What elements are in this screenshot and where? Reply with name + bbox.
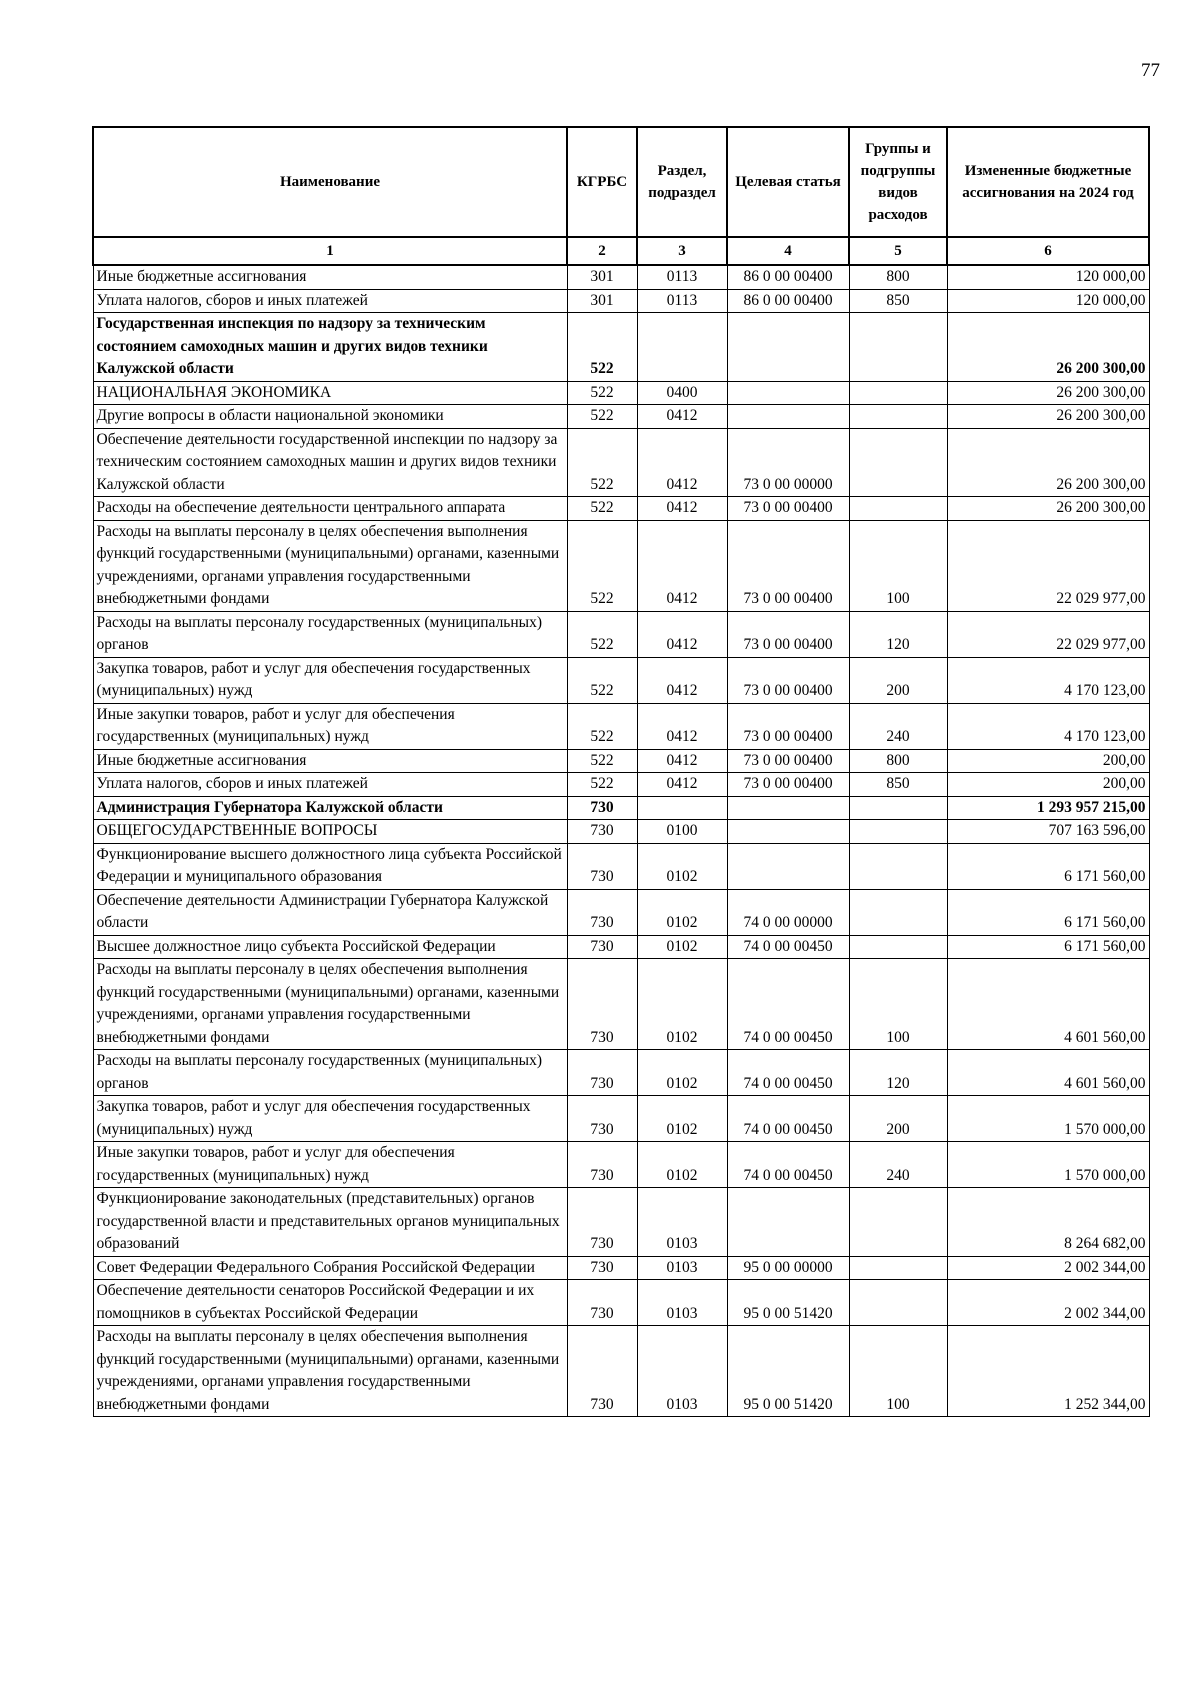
cell-group [849,1188,947,1257]
header-amount: Измененные бюджетные ассигнования на 2024 год [947,127,1149,237]
cell-target: 74 0 00 00450 [727,1050,849,1096]
cell-kgrbs: 730 [567,889,637,935]
cell-group [849,428,947,497]
cell-amount: 2 002 344,00 [947,1280,1149,1326]
cell-target: 73 0 00 00000 [727,428,849,497]
cell-amount: 6 171 560,00 [947,843,1149,889]
cell-group [849,935,947,959]
table-row [93,657,1149,703]
cell-name: Иные бюджетные ассигнования [93,749,567,773]
cell-group [849,313,947,382]
table-row [93,703,1149,749]
cell-section: 0103 [637,1188,727,1257]
cell-kgrbs: 522 [567,611,637,657]
cell-amount: 1 570 000,00 [947,1096,1149,1142]
cell-name: НАЦИОНАЛЬНАЯ ЭКОНОМИКА [93,381,567,405]
table-row [93,405,1149,429]
cell-target: 95 0 00 51420 [727,1326,849,1417]
table-row [93,959,1149,1050]
cell-section: 0412 [637,749,727,773]
cell-name: Иные закупки товаров, работ и услуг для обеспечения государственных (муниципальных) нужд [93,1142,567,1188]
cell-kgrbs: 730 [567,1326,637,1417]
cell-amount: 26 200 300,00 [947,313,1149,382]
cell-target [727,796,849,820]
cell-target [727,843,849,889]
cell-target: 73 0 00 00400 [727,657,849,703]
cell-name: Закупка товаров, работ и услуг для обеспечения государственных (муниципальных) нужд [93,1096,567,1142]
cell-kgrbs: 522 [567,405,637,429]
cell-kgrbs: 730 [567,820,637,844]
cell-amount: 22 029 977,00 [947,611,1149,657]
cell-target: 74 0 00 00450 [727,959,849,1050]
cell-section: 0102 [637,1142,727,1188]
cell-name: Функционирование законодательных (представительных) органов государственной власти и представительных органов муниципальных образований [93,1188,567,1257]
cell-section: 0113 [637,265,727,289]
table-row [93,520,1149,611]
cell-section: 0412 [637,405,727,429]
table-row [93,796,1149,820]
cell-amount: 4 170 123,00 [947,703,1149,749]
cell-target: 95 0 00 00000 [727,1256,849,1280]
cell-section: 0102 [637,843,727,889]
table-row [93,1326,1149,1417]
table-row [93,1188,1149,1257]
cell-group: 800 [849,265,947,289]
cell-group [849,889,947,935]
cell-target [727,1188,849,1257]
cell-target: 74 0 00 00450 [727,1142,849,1188]
cell-amount: 6 171 560,00 [947,935,1149,959]
cell-kgrbs: 522 [567,497,637,521]
column-number: 2 [567,237,637,265]
cell-name: Уплата налогов, сборов и иных платежей [93,289,567,313]
cell-target: 74 0 00 00000 [727,889,849,935]
table-row [93,265,1149,289]
header-groups: Группы и подгруппы видов расходов [849,127,947,237]
cell-amount: 2 002 344,00 [947,1256,1149,1280]
cell-name: Обеспечение деятельности Администрации Губернатора Калужской области [93,889,567,935]
table-row [93,497,1149,521]
cell-name: Расходы на обеспечение деятельности центрального аппарата [93,497,567,521]
cell-group: 120 [849,611,947,657]
cell-name: Иные бюджетные ассигнования [93,265,567,289]
cell-section: 0412 [637,703,727,749]
cell-section: 0412 [637,611,727,657]
cell-name: Расходы на выплаты персоналу в целях обеспечения выполнения функций государственными (муниципальными) органами, казенными учреждениями, органами управления государственными внебюджетными фондами [93,1326,567,1417]
cell-name: Иные закупки товаров, работ и услуг для обеспечения государственных (муниципальных) нужд [93,703,567,749]
cell-target [727,820,849,844]
cell-name: Функционирование высшего должностного лица субъекта Российской Федерации и муниципального образования [93,843,567,889]
cell-kgrbs: 730 [567,1142,637,1188]
cell-section [637,313,727,382]
cell-amount: 1 570 000,00 [947,1142,1149,1188]
cell-name: Другие вопросы в области национальной экономики [93,405,567,429]
cell-amount: 120 000,00 [947,265,1149,289]
cell-amount: 6 171 560,00 [947,889,1149,935]
cell-section: 0400 [637,381,727,405]
table-row [93,1142,1149,1188]
cell-group: 120 [849,1050,947,1096]
cell-group: 200 [849,657,947,703]
cell-name: Расходы на выплаты персоналу в целях обеспечения выполнения функций государственными (муниципальными) органами, казенными учреждениями, органами управления государственными внебюджетными фондами [93,959,567,1050]
cell-group [849,843,947,889]
cell-section: 0103 [637,1280,727,1326]
cell-name: Обеспечение деятельности государственной инспекции по надзору за техническим состоянием самоходных машин и других видов техники Калужской области [93,428,567,497]
cell-name: ОБЩЕГОСУДАРСТВЕННЫЕ ВОПРОСЫ [93,820,567,844]
cell-group: 100 [849,520,947,611]
cell-section: 0103 [637,1326,727,1417]
cell-name: Закупка товаров, работ и услуг для обеспечения государственных (муниципальных) нужд [93,657,567,703]
cell-section: 0412 [637,657,727,703]
column-number: 1 [93,237,567,265]
cell-amount: 1 252 344,00 [947,1326,1149,1417]
cell-target: 74 0 00 00450 [727,1096,849,1142]
cell-kgrbs: 522 [567,428,637,497]
column-number: 5 [849,237,947,265]
cell-target: 73 0 00 00400 [727,611,849,657]
table-header-row [93,127,1149,237]
cell-name: Государственная инспекция по надзору за техническим состоянием самоходных машин и других видов техники Калужской области [93,313,567,382]
cell-target: 86 0 00 00400 [727,265,849,289]
cell-section: 0412 [637,520,727,611]
column-number: 6 [947,237,1149,265]
cell-section: 0102 [637,1096,727,1142]
cell-amount: 26 200 300,00 [947,405,1149,429]
table-row [93,935,1149,959]
table-row [93,1096,1149,1142]
cell-kgrbs: 522 [567,703,637,749]
table-row [93,889,1149,935]
column-number: 4 [727,237,849,265]
cell-section: 0113 [637,289,727,313]
cell-kgrbs: 730 [567,843,637,889]
cell-name: Расходы на выплаты персоналу в целях обеспечения выполнения функций государственными (муниципальными) органами, казенными учреждениями, органами управления государственными внебюджетными фондами [93,520,567,611]
cell-amount: 4 601 560,00 [947,959,1149,1050]
cell-amount: 200,00 [947,749,1149,773]
cell-target: 73 0 00 00400 [727,749,849,773]
table-row [93,749,1149,773]
cell-section: 0102 [637,889,727,935]
cell-group [849,497,947,521]
cell-target [727,405,849,429]
cell-section: 0100 [637,820,727,844]
budget-table [92,126,1150,1417]
cell-section: 0102 [637,935,727,959]
cell-kgrbs: 301 [567,289,637,313]
cell-target: 86 0 00 00400 [727,289,849,313]
cell-group: 100 [849,1326,947,1417]
header-kgrbs: КГРБС [567,127,637,237]
cell-name: Расходы на выплаты персоналу государственных (муниципальных) органов [93,611,567,657]
cell-section: 0412 [637,773,727,797]
cell-group: 240 [849,1142,947,1188]
cell-kgrbs: 522 [567,381,637,405]
cell-target: 74 0 00 00450 [727,935,849,959]
cell-section: 0103 [637,1256,727,1280]
cell-target: 73 0 00 00400 [727,520,849,611]
cell-group [849,405,947,429]
cell-kgrbs: 730 [567,1096,637,1142]
page-number: 77 [1141,60,1160,81]
table-row [93,1050,1149,1096]
table-row [93,1280,1149,1326]
table-row [93,313,1149,382]
cell-group [849,796,947,820]
cell-kgrbs: 522 [567,749,637,773]
cell-target: 95 0 00 51420 [727,1280,849,1326]
cell-amount: 200,00 [947,773,1149,797]
cell-section: 0102 [637,1050,727,1096]
cell-kgrbs: 522 [567,520,637,611]
table-row [93,773,1149,797]
cell-target [727,381,849,405]
table-body [93,265,1149,1417]
cell-target: 73 0 00 00400 [727,497,849,521]
cell-amount: 120 000,00 [947,289,1149,313]
cell-name: Высшее должностное лицо субъекта Российской Федерации [93,935,567,959]
cell-kgrbs: 522 [567,657,637,703]
cell-kgrbs: 730 [567,1188,637,1257]
cell-section: 0102 [637,959,727,1050]
cell-group [849,820,947,844]
cell-group: 850 [849,289,947,313]
header-name: Наименование [93,127,567,237]
cell-kgrbs: 301 [567,265,637,289]
cell-name: Расходы на выплаты персоналу государственных (муниципальных) органов [93,1050,567,1096]
cell-group: 850 [849,773,947,797]
cell-amount: 26 200 300,00 [947,497,1149,521]
cell-name: Уплата налогов, сборов и иных платежей [93,773,567,797]
cell-kgrbs: 730 [567,1280,637,1326]
cell-section: 0412 [637,497,727,521]
column-number: 3 [637,237,727,265]
cell-group: 200 [849,1096,947,1142]
table-row [93,611,1149,657]
table-row [93,381,1149,405]
cell-target [727,313,849,382]
cell-amount: 707 163 596,00 [947,820,1149,844]
cell-kgrbs: 730 [567,1050,637,1096]
cell-target: 73 0 00 00400 [727,773,849,797]
cell-kgrbs: 522 [567,773,637,797]
cell-group [849,381,947,405]
cell-amount: 22 029 977,00 [947,520,1149,611]
table-row [93,820,1149,844]
cell-group [849,1280,947,1326]
table-row [93,1256,1149,1280]
cell-kgrbs: 730 [567,935,637,959]
cell-section: 0412 [637,428,727,497]
cell-group: 100 [849,959,947,1050]
cell-kgrbs: 730 [567,796,637,820]
header-target: Целевая статья [727,127,849,237]
table-row [93,428,1149,497]
cell-amount: 4 170 123,00 [947,657,1149,703]
cell-kgrbs: 730 [567,1256,637,1280]
cell-name: Обеспечение деятельности сенаторов Российской Федерации и их помощников в субъектах Российской Федерации [93,1280,567,1326]
table-row [93,289,1149,313]
cell-kgrbs: 522 [567,313,637,382]
cell-amount: 8 264 682,00 [947,1188,1149,1257]
header-section: Раздел, подраздел [637,127,727,237]
cell-group: 800 [849,749,947,773]
column-number-row [93,237,1149,265]
cell-kgrbs: 730 [567,959,637,1050]
cell-section [637,796,727,820]
table-row [93,843,1149,889]
cell-amount: 4 601 560,00 [947,1050,1149,1096]
cell-group: 240 [849,703,947,749]
cell-amount: 1 293 957 215,00 [947,796,1149,820]
cell-group [849,1256,947,1280]
cell-target: 73 0 00 00400 [727,703,849,749]
cell-name: Совет Федерации Федерального Собрания Российской Федерации [93,1256,567,1280]
cell-amount: 26 200 300,00 [947,381,1149,405]
cell-amount: 26 200 300,00 [947,428,1149,497]
cell-name: Администрация Губернатора Калужской области [93,796,567,820]
